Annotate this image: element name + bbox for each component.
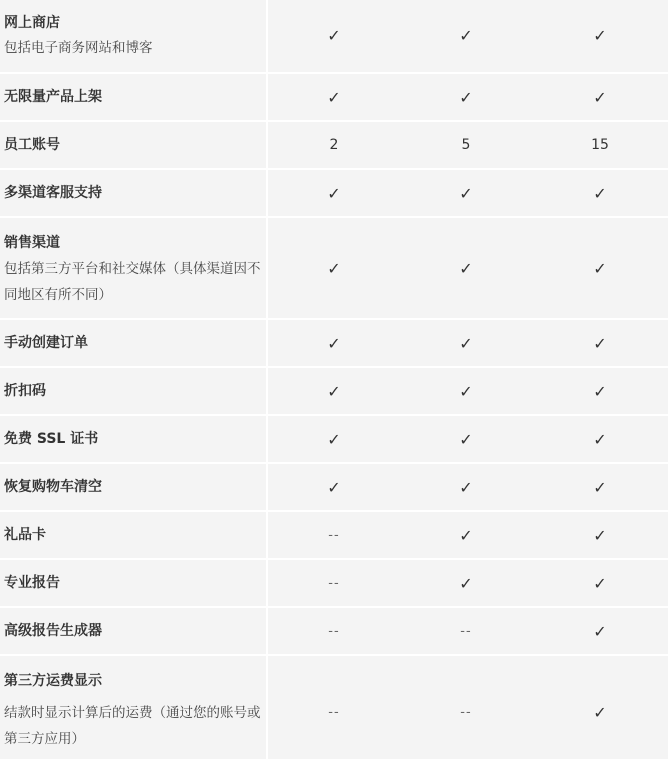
- feature-title: 销售渠道: [4, 235, 60, 251]
- feature-title: 手动创建订单: [4, 335, 88, 351]
- plan-2-value: ✓: [459, 333, 473, 353]
- feature-cell: [0, 416, 268, 462]
- table-row: [0, 416, 668, 464]
- feature-title: 专业报告: [4, 575, 60, 591]
- feature-title: 第三方运费显示: [4, 673, 102, 689]
- plan-1-value: 2: [329, 137, 339, 153]
- table-row: [0, 608, 668, 656]
- feature-cell: [0, 74, 268, 120]
- feature-title: 免费 SSL 证书: [4, 431, 99, 447]
- plan-1-value: --: [328, 527, 340, 543]
- plan-3-value: ✓: [593, 26, 607, 45]
- plan-1-value: ✓: [327, 258, 341, 278]
- table-row: [0, 368, 668, 416]
- feature-title: 高级报告生成器: [4, 623, 102, 639]
- plan-2-value: ✓: [459, 525, 473, 545]
- plan-3-value: 15: [591, 137, 609, 153]
- table-row: [0, 512, 668, 560]
- plan-3-value: ✓: [593, 183, 607, 203]
- table-row: [0, 0, 668, 74]
- plan-3-value: ✓: [593, 477, 607, 497]
- plan-3-value: ✓: [593, 429, 607, 449]
- plan-1-value: --: [328, 575, 340, 591]
- plan-1-value: ✓: [327, 333, 341, 353]
- feature-cell: [0, 0, 268, 72]
- plan-1-value: ✓: [327, 87, 341, 107]
- plan-1-value: --: [328, 705, 340, 720]
- feature-title: 恢复购物车清空: [4, 479, 102, 495]
- plan-1-value: ✓: [327, 381, 341, 401]
- plan-1-value: ✓: [327, 183, 341, 203]
- plan-1-value: ✓: [327, 477, 341, 497]
- feature-title: 折扣码: [4, 383, 46, 399]
- feature-cell: [0, 464, 268, 510]
- feature-cell: [0, 512, 268, 558]
- table-row: [0, 320, 668, 368]
- feature-title: 无限量产品上架: [4, 89, 102, 105]
- table-row: [0, 170, 668, 218]
- plan-3-value: ✓: [593, 703, 607, 722]
- table-row: [0, 560, 668, 608]
- feature-cell: [0, 218, 268, 318]
- table-row: [0, 464, 668, 512]
- feature-title: 礼品卡: [4, 527, 46, 543]
- plan-3-value: ✓: [593, 573, 607, 593]
- plan-2-value: 5: [461, 137, 471, 153]
- feature-cell: [0, 656, 268, 759]
- feature-cell: [0, 608, 268, 654]
- plan-3-value: ✓: [593, 258, 607, 278]
- plan-2-value: ✓: [459, 183, 473, 203]
- plan-1-value: --: [328, 623, 340, 639]
- feature-title: 多渠道客服支持: [4, 185, 102, 201]
- plan-3-value: ✓: [593, 333, 607, 353]
- plan-1-value: ✓: [327, 429, 341, 449]
- plan-1-value: ✓: [327, 26, 341, 45]
- plan-2-value: ✓: [459, 477, 473, 497]
- feature-title: 员工账号: [4, 137, 60, 153]
- plan-2-value: --: [460, 705, 472, 720]
- plan-2-value: --: [460, 623, 472, 639]
- plan-2-value: ✓: [459, 26, 473, 45]
- feature-cell: [0, 560, 268, 606]
- plan-2-value: ✓: [459, 429, 473, 449]
- table-row: [0, 656, 668, 759]
- feature-description: 包括电子商务网站和博客: [4, 40, 153, 56]
- table-row: [0, 74, 668, 122]
- plan-3-value: ✓: [593, 525, 607, 545]
- plan-2-value: ✓: [459, 258, 473, 278]
- table-row: [0, 122, 668, 170]
- table-row: [0, 218, 668, 320]
- plan-2-value: ✓: [459, 573, 473, 593]
- plan-3-value: ✓: [593, 381, 607, 401]
- feature-cell: [0, 320, 268, 366]
- plan-3-value: ✓: [593, 87, 607, 107]
- feature-cell: [0, 170, 268, 216]
- plan-2-value: ✓: [459, 381, 473, 401]
- plan-3-value: ✓: [593, 621, 607, 641]
- feature-cell: [0, 122, 268, 168]
- feature-cell: [0, 368, 268, 414]
- plan-2-value: ✓: [459, 87, 473, 107]
- feature-title: 网上商店: [4, 15, 60, 31]
- feature-description: 结款时显示计算后的运费（通过您的账号或第三方应用）: [4, 705, 261, 747]
- feature-description: 包括第三方平台和社交媒体（具体渠道因不同地区有所不同）: [4, 261, 261, 303]
